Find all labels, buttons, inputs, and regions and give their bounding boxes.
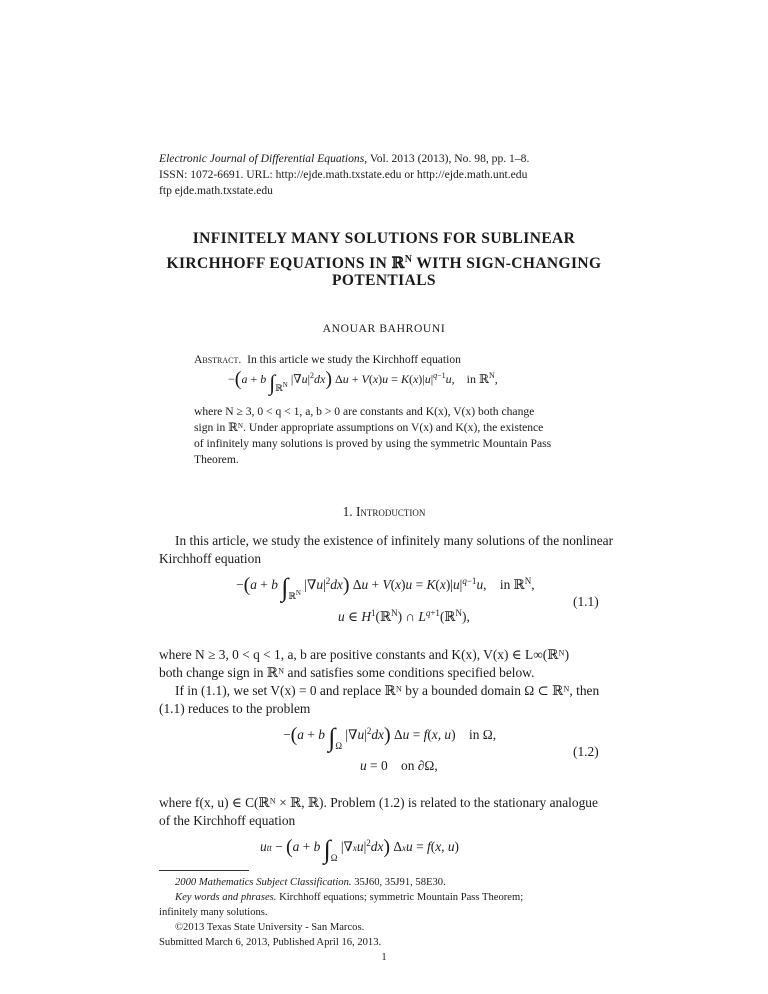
- section-title: Introduction: [355, 504, 426, 519]
- footnote-rule: [159, 870, 249, 871]
- footnote-copyright: ©2013 Texas State University - San Marcos.: [175, 922, 365, 933]
- paper-title-line2: KIRCHHOFF EQUATIONS IN ℝ$^N$ WITH SIGN-CHANGING: [166, 253, 602, 273]
- section-number: 1.: [342, 504, 353, 519]
- para1-line2: Kirchhoff equation: [159, 551, 262, 566]
- page-number: 1: [381, 952, 387, 963]
- wave-equation: utt − (a + b $\int_\Omega$ $|\nabla xu|^2dx$) Δxu = f(x, u): [260, 835, 460, 864]
- footnote-keywords-value: Kirchhoff equations; symmetric Mountain Pass Theorem;: [276, 892, 524, 903]
- abstract-equation: −(a + b $\int_{ℝ^N}$ $|\nabla u|^2dx$) $\Delta u + V(x)u = K(x)|u|^{q-1}u$, in ℝ$^N$,: [228, 368, 498, 395]
- abstract-after-2: sign in ℝᴺ. Under appropriate assumptions on V(x) and K(x), the existence: [194, 421, 544, 434]
- paper-title-line2-b: WITH SIGN-CHANGING: [412, 255, 602, 273]
- abstract-after-1: where N ≥ 3, 0 < q < 1, a, b > 0 are constants and K(x), V(x) both change: [194, 405, 535, 418]
- para3-line1: If in (1.1), we set V(x) = 0 and replace ℝᴺ by a bounded domain Ω ⊂ ℝᴺ, then: [175, 683, 600, 698]
- paper-title-line2-a: KIRCHHOFF EQUATIONS IN: [166, 255, 392, 273]
- footnote-keywords: [175, 890, 523, 906]
- equation-1-2-number: (1.2): [573, 744, 599, 759]
- para4-line2: of the Kirchhoff equation: [159, 813, 296, 828]
- equation-1-1-number: (1.1): [573, 594, 599, 609]
- para1-line1: In this article, we study the existence of infinitely many solutions of the nonlinear: [175, 533, 614, 548]
- footnote-msc-value: 35J60, 35J91, 58E30.: [351, 877, 446, 888]
- footnote-submitted: Submitted March 6, 2013, Published April 16, 2013.: [159, 937, 382, 948]
- equation-1-1-row2: u ∈ $H^1(ℝ^N)$ ∩ $L^{q+1}(ℝ^N)$,: [338, 608, 470, 624]
- abstract-label: Abstract.: [194, 353, 242, 366]
- footnote-msc-label: 2000 Mathematics Subject Classification.: [175, 877, 352, 888]
- para4-line1: where f(x, u) ∈ C(ℝᴺ × ℝ, ℝ). Problem (1.2) is related to the stationary analogue: [159, 795, 598, 810]
- footnote-keywords-label: Key words and phrases.: [175, 892, 277, 903]
- section-heading: [0, 504, 768, 520]
- footnote-msc: [175, 875, 446, 891]
- para3-line2: (1.1) reduces to the problem: [159, 701, 311, 716]
- abstract-after-3: of infinitely many solutions is proved by using the symmetric Mountain Pass: [194, 437, 552, 450]
- abstract-line1: In this article we study the Kirchhoff equation: [247, 353, 461, 366]
- journal-header-line3: ftp ejde.math.txstate.edu: [159, 184, 273, 197]
- paper-title-line1: INFINITELY MANY SOLUTIONS FOR SUBLINEAR: [192, 230, 576, 247]
- journal-header-line1: [159, 151, 529, 167]
- abstract-intro: [194, 352, 461, 368]
- equation-1-1-row1: −(a + b $\int_{ℝ^N}$ $|\nabla u|^2dx$) $\Delta u + V(x)u = K(x)|u|^{q-1}u$, in ℝ$^N$,: [236, 573, 535, 602]
- para2-line1: where N ≥ 3, 0 < q < 1, a, b are positive constants and K(x), V(x) ∈ L∞(ℝᴺ): [159, 647, 570, 662]
- equation-1-2-row2: u = 0 on ∂Ω,: [360, 758, 438, 773]
- paper-title-line3: POTENTIALS: [332, 272, 436, 289]
- equation-1-2-row1: −(a + b $\int_\Omega$ $|\nabla u|^2dx$) Δu = f(x, u) in Ω,: [283, 723, 497, 752]
- footnote-keywords-cont: infinitely many solutions.: [159, 907, 268, 918]
- abstract-after-4: Theorem.: [194, 453, 239, 466]
- journal-volume: , Vol. 2013 (2013), No. 98, pp. 1–8.: [364, 152, 530, 165]
- author-name: ANOUAR BAHROUNI: [322, 322, 446, 335]
- journal-header-line2: ISSN: 1072-6691. URL: http://ejde.math.txstate.edu or http://ejde.math.unt.edu: [159, 168, 528, 181]
- journal-name: Electronic Journal of Differential Equations: [159, 152, 365, 165]
- para2-line2: both change sign in ℝᴺ and satisfies some conditions specified below.: [159, 665, 535, 680]
